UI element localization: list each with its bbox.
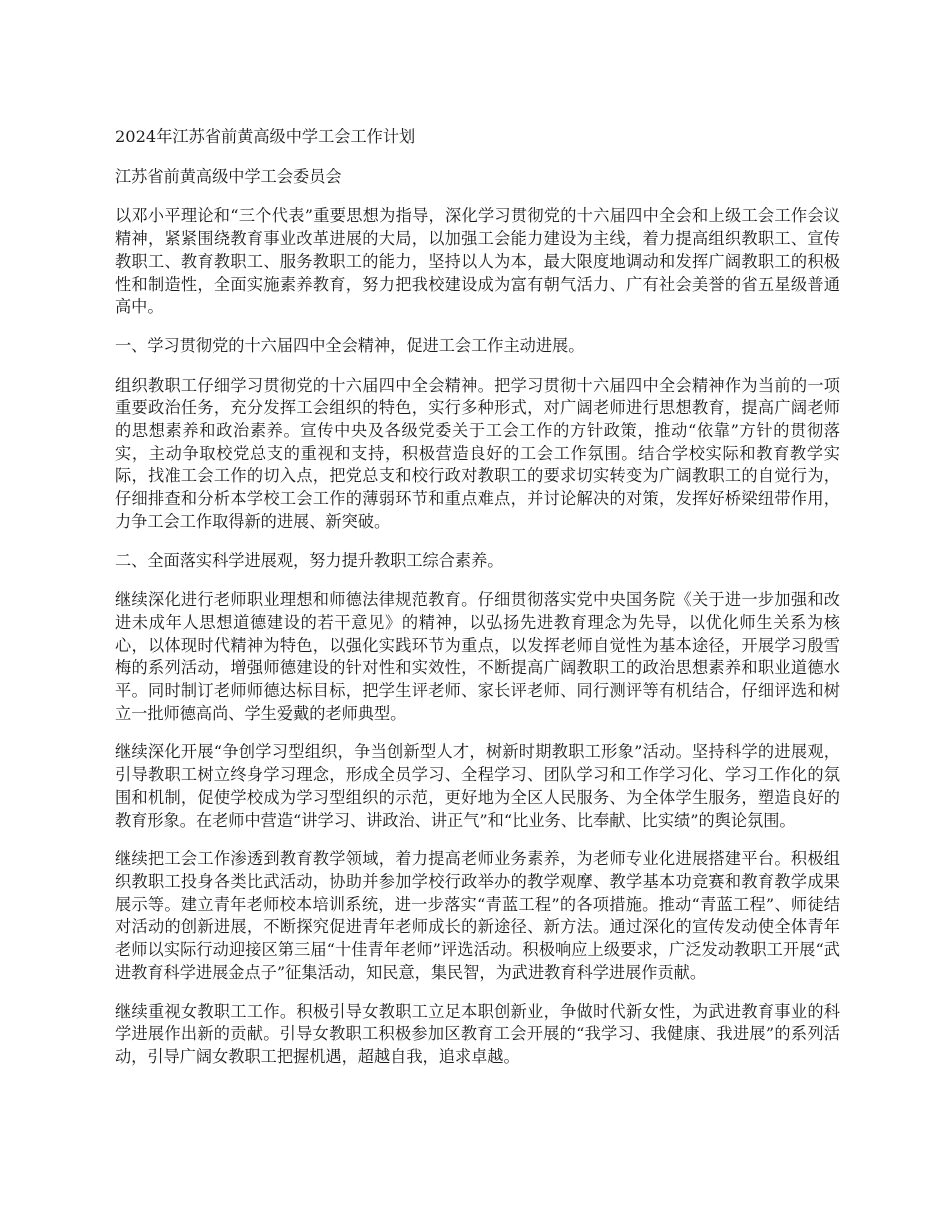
section-2-heading: 二、全面落实科学进展观，努力提升教职工综合素养。 [115,550,504,570]
section-2-paragraph-1: 继续深化进行老师职业理想和师德法律规范教育。仔细贯彻落实党中央国务院《关于进一步加强和改进未成年人思想道德建设的若干意见》的精神，以弘扬先进教育理念为先导，以优化师生关系为核心，以体现时代精神为特色，以强化实践环节为重点，以发挥老师自觉性为基本途径，开展学习殷雪梅的系列活动，增强师德建设的针对性和实效性，不断提高广阔教职工的政治思想素养和职业道德水平。同时制订老师师德达标目标，把学生评老师、家长评老师、同行测评等有机结合，仔细评选和树立一批师德高尚、学生爱戴的老师典型。 [115,590,840,723]
document-title: 2024年江苏省前黄高级中学工会工作计划 [115,127,416,146]
document-page [115,126,840,1085]
section-2-paragraph-2: 继续深化开展“争创学习型组织，争当创新型人才，树新时期教职工形象”活动。坚持科学的进展观，引导教职工树立终身学习理念，形成全员学习、全程学习、团队学习和工作学习化、学习工作化的氛围和机制，促使学校成为学习型组织的示范，更好地为全区人民服务、为全体学生服务，塑造良好的教育形象。在老师中营造“讲学习、讲政治、讲正气”和“比业务、比奉献、比实绩”的舆论氛围。 [115,742,840,830]
intro-paragraph: 以邓小平理论和“三个代表”重要思想为指导，深化学习贯彻党的十六届四中全会和上级工会工作会议精神，紧紧围绕教育事业改革进展的大局，以加强工会能力建设为主线，着力提高组织教职工、宣传教职工、教育教职工、服务教职工的能力，坚持以人为本，最大限度地调动和发挥广阔教职工的积极性和制造性，全面实施素养教育，努力把我校建设成为富有朝气活力、广有社会美誉的省五星级普通高中。 [115,206,840,317]
section-1-heading: 一、学习贯彻党的十六届四中全会精神，促进工会工作主动进展。 [115,335,585,355]
section-2-paragraph-4: 继续重视女教职工工作。积极引导女教职工立足本职创新业，争做时代新女性，为武进教育事业的科学进展作出新的贡献。引导女教职工积极参加区教育工会开展的“我学习、我健康、我进展”的系列活动，引导广阔女教职工把握机遇，超越自我，追求卓越。 [115,1001,840,1066]
organization-name: 江苏省前黄高级中学工会委员会 [115,166,342,186]
section-1-paragraph: 组织教职工仔细学习贯彻党的十六届四中全会精神。把学习贯彻十六届四中全会精神作为当前的一项重要政治任务，充分发挥工会组织的特色，实行多种形式，对广阔老师进行思想教育，提高广阔老师的思想素养和政治素养。宣传中央及各级党委关于工会工作的方针政策，推动“依靠”方针的贯彻落实，主动争取校党总支的重视和支持，积极营造良好的工会工作氛围。结合学校实际和教育教学实际，找准工会工作的切入点，把党总支和校行政对教职工的要求切实转变为广阔教职工的自觉行为，仔细排查和分析本学校工会工作的薄弱环节和重点难点，并讨论解决的对策，发挥好桥梁纽带作用，力争工会工作取得新的进展、新突破。 [115,375,840,531]
section-2-paragraph-3: 继续把工会工作渗透到教育教学领域，着力提高老师业务素养，为老师专业化进展搭建平台。积极组织教职工投身各类比武活动，协助并参加学校行政举办的教学观摩、教学基本功竞赛和教育教学成果展示等。建立青年老师校本培训系统，进一步落实“青蓝工程”的各项措施。推动“青蓝工程”、师徒结对活动的创新进展，不断探究促进青年老师成长的新途径、新方法。通过深化的宣传发动使全体青年老师以实际行动迎接区第三届“十佳青年老师”评选活动。积极响应上级要求，广泛发动教职工开展“武进教育科学进展金点子”征集活动，知民意，集民智，为武进教育科学进展作贡献。 [115,849,840,982]
